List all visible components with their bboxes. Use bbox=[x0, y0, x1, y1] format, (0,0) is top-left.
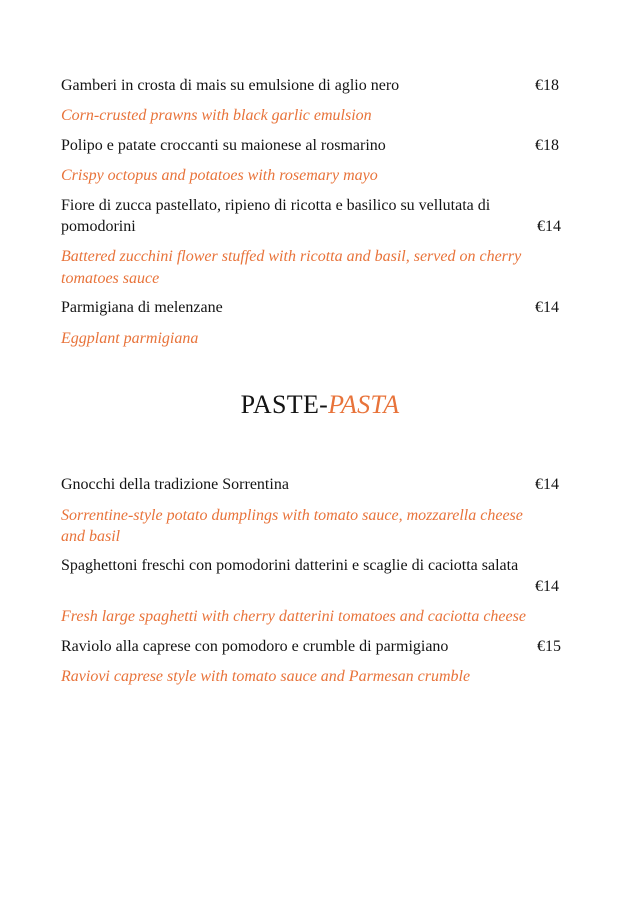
section-title bbox=[0, 389, 640, 421]
dish-price: €14 bbox=[535, 578, 559, 595]
dish-translation: Fresh large spaghetti with cherry datterini tomatoes and caciotta cheese bbox=[61, 608, 526, 625]
dish-name: Parmigiana di melenzane bbox=[61, 299, 223, 316]
dish-translation: Battered zucchini flower stuffed with ricotta and basil, served on cherry bbox=[61, 248, 522, 265]
dish-price: €15 bbox=[537, 638, 561, 655]
dish-translation-cont: tomatoes sauce bbox=[61, 270, 160, 287]
dish-translation: Crispy octopus and potatoes with rosemary mayo bbox=[61, 167, 378, 184]
dish-translation: Raviovi caprese style with tomato sauce and Parmesan crumble bbox=[61, 668, 471, 685]
dish-price: €14 bbox=[535, 476, 559, 493]
dish-translation: Eggplant parmigiana bbox=[61, 330, 199, 347]
dish-name: Gamberi in crosta di mais su emulsione di aglio nero bbox=[61, 77, 400, 94]
dish-name-cont: pomodorini bbox=[61, 218, 136, 235]
dish-price: €18 bbox=[535, 137, 559, 154]
dish-name: Polipo e patate croccanti su maionese al rosmarino bbox=[61, 137, 386, 154]
section-title-it: PASTE- bbox=[240, 390, 329, 419]
dish-translation: Sorrentine-style potato dumplings with tomato sauce, mozzarella cheese bbox=[61, 507, 523, 524]
dish-translation-cont: and basil bbox=[61, 528, 121, 545]
dish-translation: Corn-crusted prawns with black garlic emulsion bbox=[61, 107, 372, 124]
dish-name: Spaghettoni freschi con pomodorini datterini e scaglie di caciotta salata bbox=[61, 557, 519, 574]
dish-name: Gnocchi della tradizione Sorrentina bbox=[61, 476, 289, 493]
dish-price: €14 bbox=[535, 299, 559, 316]
section-title-en: PASTA bbox=[328, 390, 400, 419]
dish-price: €18 bbox=[535, 77, 559, 94]
dish-price: €14 bbox=[537, 218, 561, 235]
dish-name: Fiore di zucca pastellato, ripieno di ricotta e basilico su vellutata di bbox=[61, 197, 491, 214]
dish-name: Raviolo alla caprese con pomodoro e crumble di parmigiano bbox=[61, 638, 449, 655]
